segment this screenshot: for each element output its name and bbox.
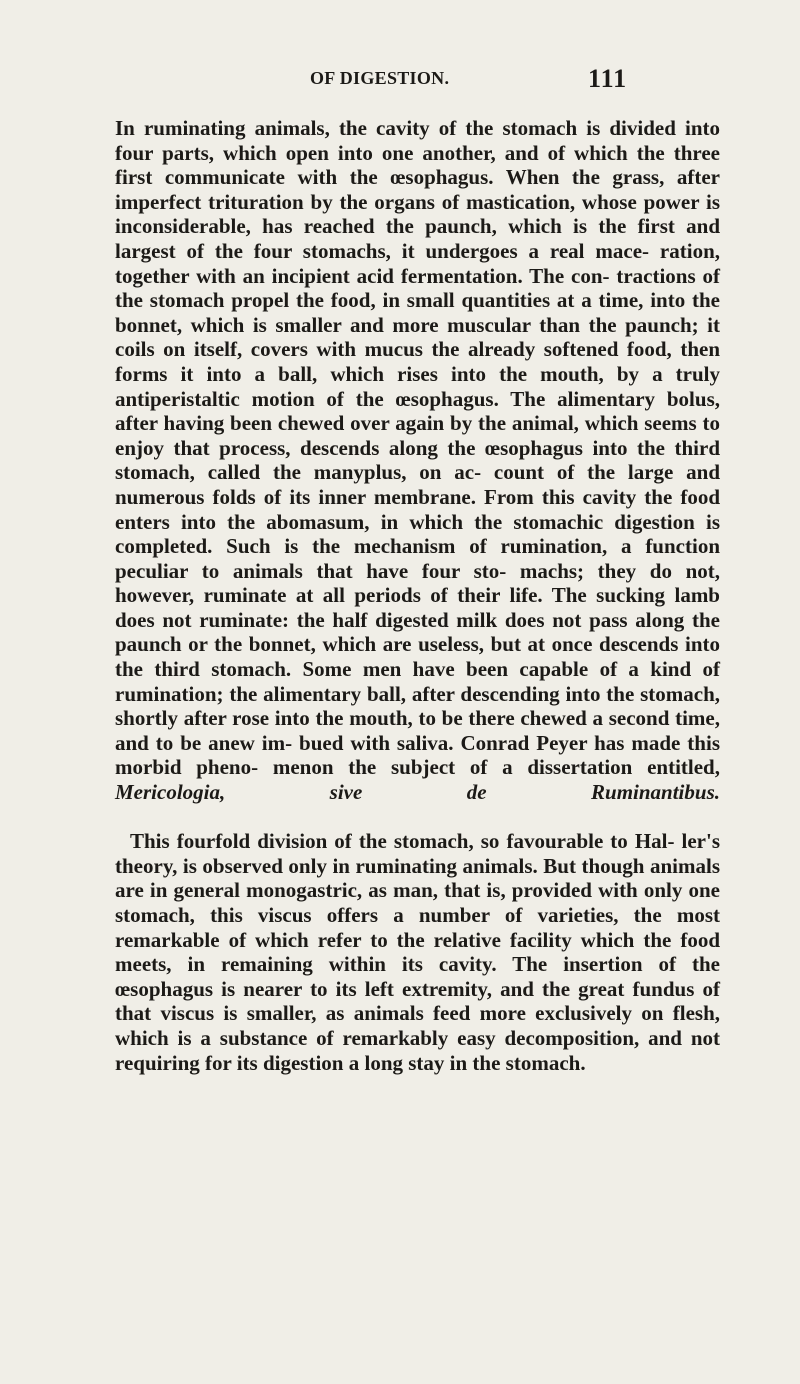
paragraph-rumination-text: In ruminating animals, the cavity of the stomach is divided into four parts, which open into one another, and of which the three first communicate with the œsophagus. When the grass, after imperfect trituration by the organs of mastication, whose power is inconsiderable, has reached the paunch, which is the first and largest of the four stomachs, it undergoes a real mace- ration, together with an incipient acid fermentation. The con- tractions of the stomach propel the food, in small quantities at a time, into the bonnet, which is smaller and more muscular than the paunch; it coils on itself, covers with mucus the already softened food, then forms it into a ball, which rises into the mouth, by a truly antiperistaltic motion of the œsophagus. The alimentary bolus, after having been chewed over again by the animal, which seems to enjoy that process, descends along the œsophagus into the third stomach, called the manyplus, on ac- count of the large and numerous folds of its inner membrane. From this cavity the food enters into the abomasum, in which the stomachic digestion is completed. Such is the mechanism of rumination, a function peculiar to animals that have four sto- machs; they do not, however, ruminate at all periods of their life. The sucking lamb does not ruminate: the half digested milk does not pass along the paunch or the bonnet, which are useless, but at once descends into the third stomach. Some men have been capable of a kind of rumination; the alimentary ball, after descending into the stomach, shortly after rose into the mouth, to be there chewed a second time, and to be anew im- bued with saliva. Conrad Peyer has made this morbid pheno- menon the subject of a dissertation entitled, <box>115 116 720 780</box>
dissertation-title: Mericologia, sive de Ruminantibus. <box>115 780 720 805</box>
page-header <box>310 66 640 96</box>
body-text <box>115 116 720 1075</box>
running-head: OF DIGESTION. <box>310 68 450 88</box>
paragraph-rumination <box>115 116 720 829</box>
paragraph-fourfold-division: This fourfold division of the stomach, so favourable to Hal- ler's theory, is observed only in ruminating animals. But though animals are in general monogastric, as man, that is, provided with only one stomach, this viscus offers a number of varieties, the most remarkable of which refer to the relative facility which the food meets, in remaining within its cavity. The insertion of the œsophagus is nearer to its left extremity, and the great fundus of that viscus is smaller, as animals feed more exclusively on flesh, which is a substance of remarkably easy decomposition, and not requiring for its digestion a long stay in the stomach. <box>115 829 720 1075</box>
page-number: 111 <box>588 64 628 93</box>
